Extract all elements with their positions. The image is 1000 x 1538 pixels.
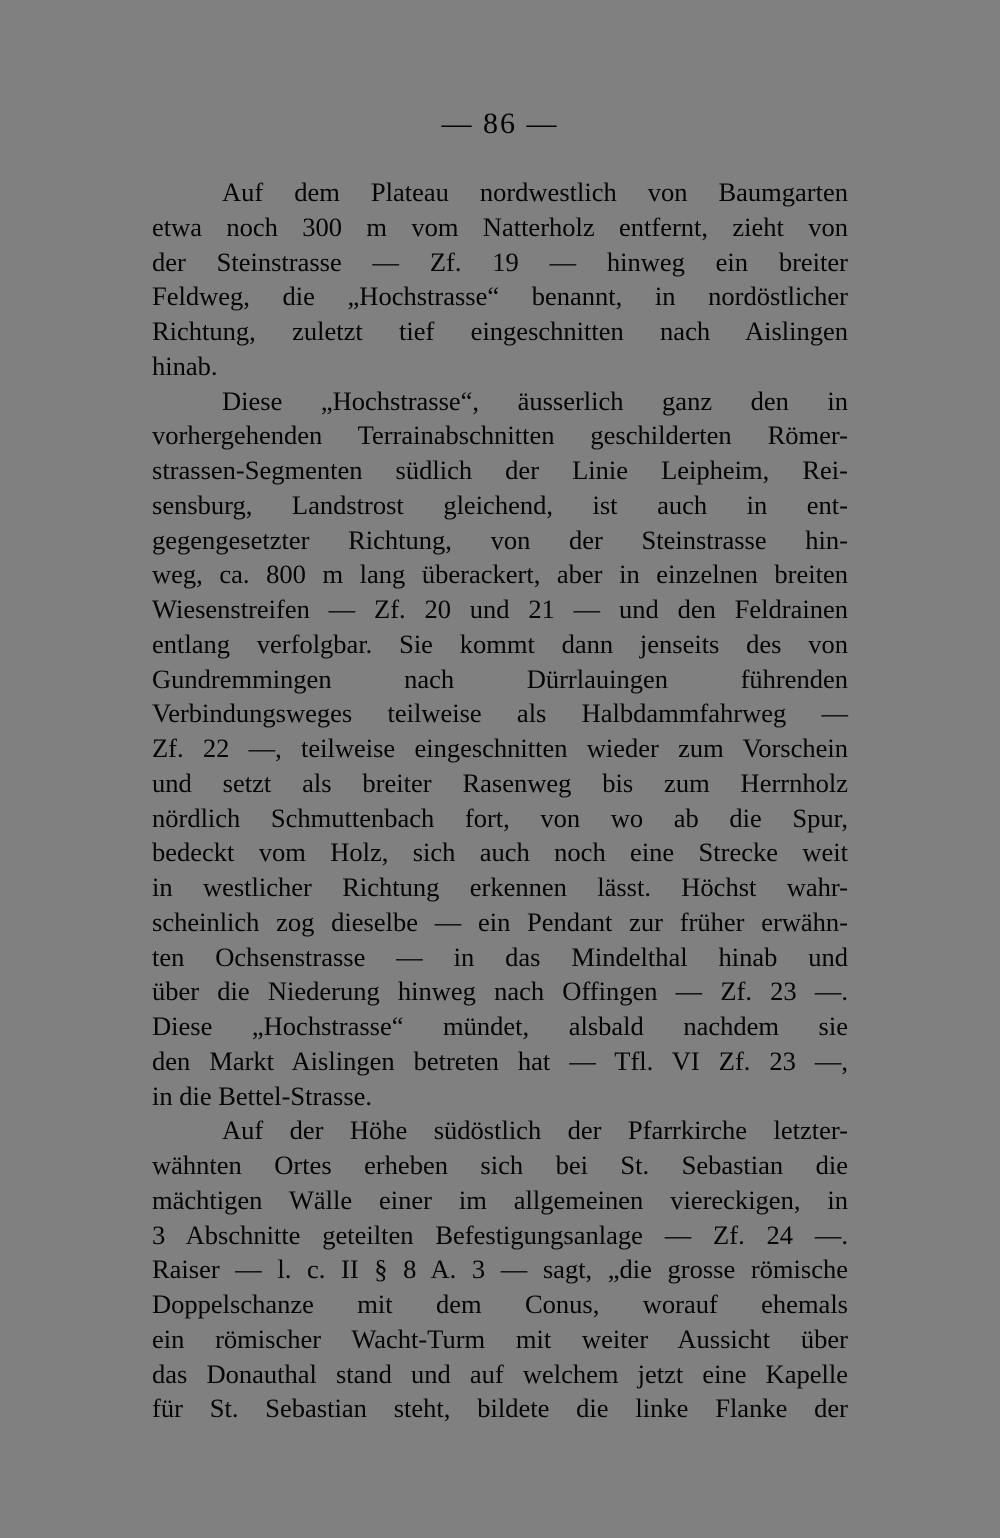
text-line: sensburg, Landstrost gleichend, ist auch in ent- [152, 489, 848, 520]
text-line: gegengesetzter Richtung, von der Steinstrasse hin- [152, 524, 848, 555]
text-line: Raiser — l. c. II § 8 A. 3 — sagt, „die grosse römische [152, 1254, 848, 1285]
text-line: etwa noch 300 m vom Natterholz entfernt, zieht von [152, 211, 848, 242]
text-line: Zf. 22 —, teilweise eingeschnitten wieder zum Vorschein [152, 733, 848, 763]
text-line: Diese „Hochstrasse“ mündet, alsbald nachdem sie [152, 1011, 848, 1041]
page-number: — 86 — [441, 107, 559, 140]
text-line: Wiesenstreifen — Zf. 20 und 21 — und den Feldrainen [152, 594, 848, 624]
text-line: wähnten Ortes erheben sich bei St. Sebastian die [152, 1150, 848, 1180]
text-line: Gundremmingen nach Dürrlauingen führenden [152, 663, 848, 694]
text-line: in westlicher Richtung erkennen lässt. Höchst wahr- [152, 872, 848, 902]
text-line: ein römischer Wacht-Turm mit weiter Aussicht über [152, 1323, 848, 1354]
text-line: vorhergehenden Terrainabschnitten geschilderten Römer- [152, 420, 848, 451]
text-line: bedeckt vom Holz, sich auch noch eine Strecke weit [152, 837, 848, 868]
text-line: mächtigen Wälle einer im allgemeinen viereckigen, in [152, 1184, 848, 1215]
text-line: über die Niederung hinweg nach Offingen — Zf. 23 —. [152, 976, 848, 1007]
text-line: strassen-Segmenten südlich der Linie Leipheim, Rei- [152, 455, 848, 485]
text-line: Auf der Höhe südöstlich der Pfarrkirche letzter- [222, 1115, 848, 1146]
text-line: entlang verfolgbar. Sie kommt dann jenseits des von [152, 628, 848, 659]
text-line: in die Bettel-Strasse. [152, 1080, 373, 1111]
text-line: scheinlich zog dieselbe — ein Pendant zur früher erwähn- [152, 906, 848, 937]
text-line: weg, ca. 800 m lang überackert, aber in einzelnen breiten [152, 559, 848, 590]
text-line: Auf dem Plateau nordwestlich von Baumgarten [222, 177, 848, 207]
text-line: das Donauthal stand und auf welchem jetzt eine Kapelle [152, 1358, 848, 1389]
text-line: ten Ochsenstrasse — in das Mindelthal hinab und [152, 941, 848, 972]
text-line: hinab. [152, 350, 218, 381]
text-line: nördlich Schmuttenbach fort, von wo ab die Spur, [152, 802, 848, 833]
text-line: Feldweg, die „Hochstrasse“ benannt, in nordöstlicher [152, 281, 848, 312]
text-line: Richtung, zuletzt tief eingeschnitten nach Aislingen [152, 316, 848, 346]
text-line: Verbindungsweges teilweise als Halbdammfahrweg — [152, 698, 848, 729]
text-line: 3 Abschnitte geteilten Befestigungsanlage — Zf. 24 —. [152, 1219, 848, 1250]
text-line: und setzt als breiter Rasenweg bis zum Herrnholz [152, 767, 848, 798]
text-line: für St. Sebastian steht, bildete die linke Flanke der [152, 1393, 848, 1424]
text-line: den Markt Aislingen betreten hat — Tfl. VI Zf. 23 —, [152, 1045, 848, 1076]
text-line: Doppelschanze mit dem Conus, worauf ehemals [152, 1289, 848, 1319]
text-line: Diese „Hochstrasse“, äusserlich ganz den in [222, 385, 848, 416]
text-line: der Steinstrasse — Zf. 19 — hinweg ein breiter [152, 246, 848, 277]
